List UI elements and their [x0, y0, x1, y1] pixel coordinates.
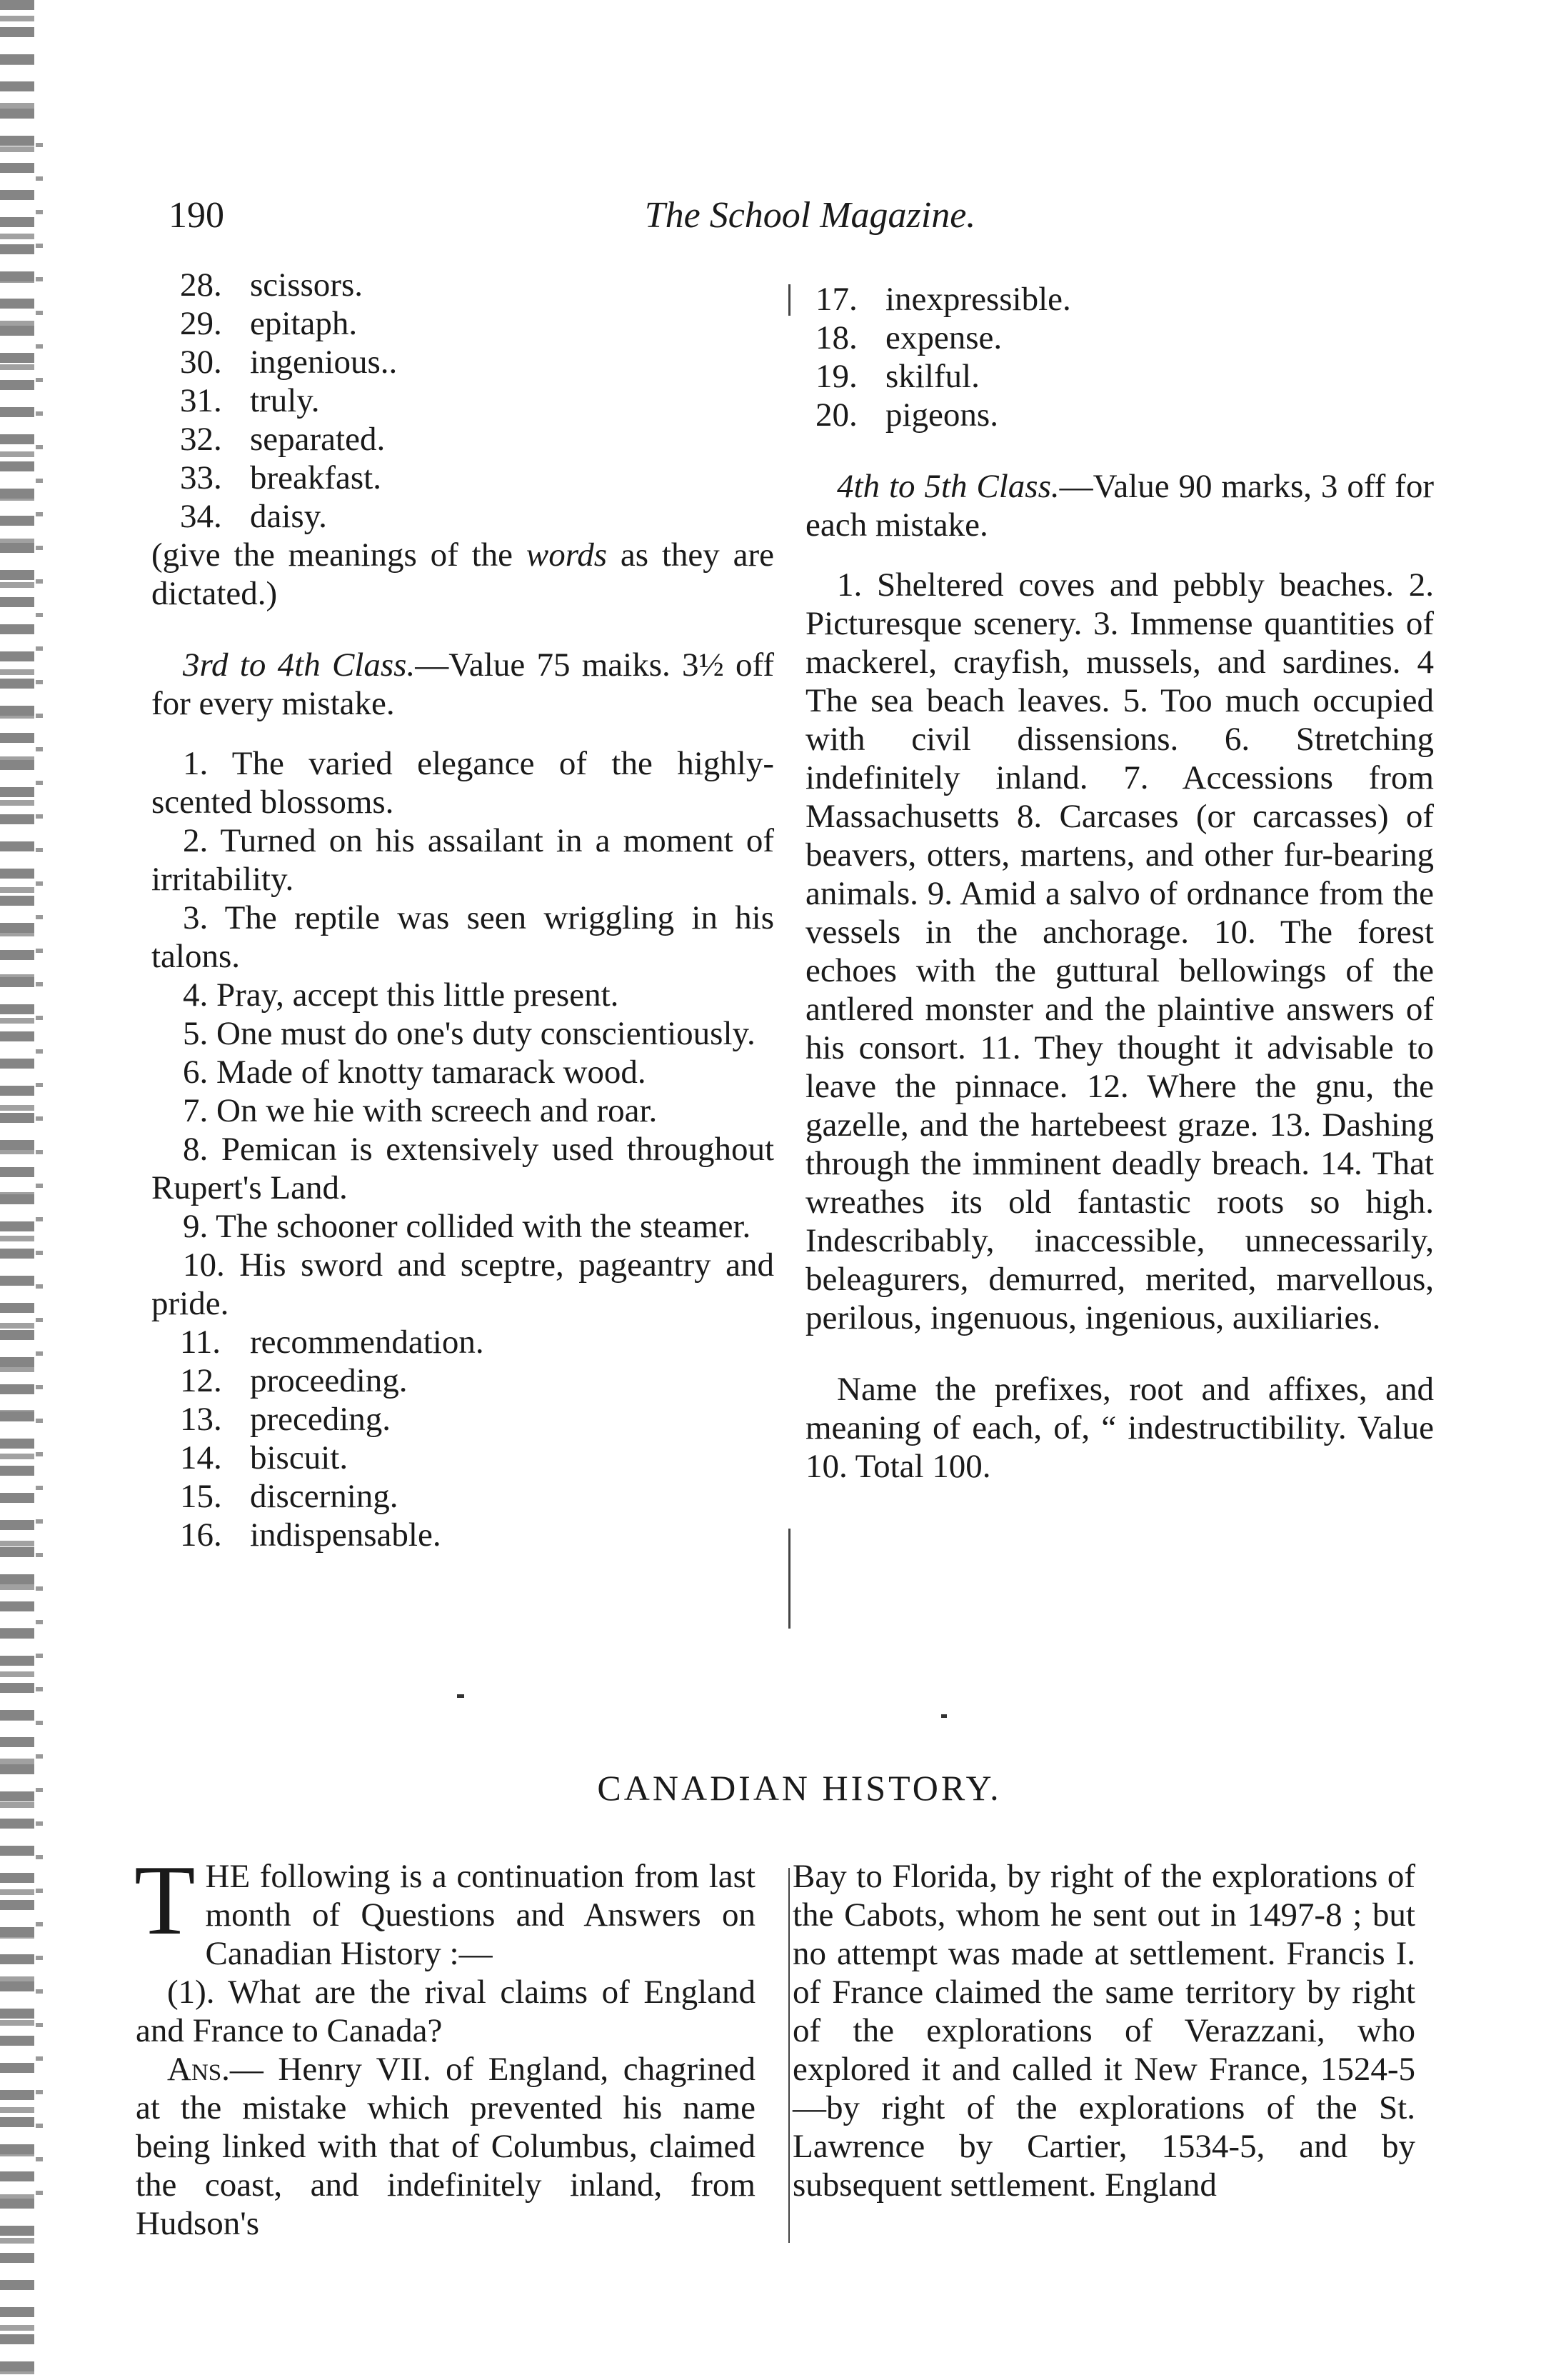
item-word: proceeding. — [250, 1362, 408, 1399]
item-word: skilful. — [885, 358, 980, 395]
list-item — [805, 319, 1434, 357]
item-number: 17. — [815, 281, 858, 318]
list-item — [151, 381, 774, 420]
list-item — [151, 1516, 774, 1554]
sentence-item: 3. The reptile was seen wriggling in his talons. — [151, 899, 774, 975]
note-lead: (give the meanings of the — [151, 536, 526, 574]
sentence-item: 1. The varied elegance of the highly-scented blossoms. — [151, 745, 774, 821]
item-number: 18. — [815, 319, 858, 356]
list-item — [151, 343, 774, 381]
list-item — [151, 1361, 774, 1400]
class-heading-label: 4th to 5th Class. — [837, 468, 1060, 505]
sentence-item: 5. One must do one's duty conscientiously. — [183, 1015, 756, 1052]
item-word: pigeons. — [885, 396, 998, 434]
history-right-column — [793, 1857, 1415, 2204]
sentence-item: 7. On we hie with screech and roar. — [183, 1092, 658, 1129]
item-word: ingenious.. — [250, 344, 398, 381]
sentence-item: 2. Turned on his assailant in a moment of irritability. — [151, 822, 774, 898]
list-item — [151, 420, 774, 459]
intro-text: HE following is a continuation from last month of Questions and Answers on Canadian History :— — [205, 1858, 756, 1972]
sentence-item: 10. His sword and sceptre, pageantry and pride. — [151, 1246, 774, 1322]
item-word: inexpressible. — [885, 281, 1071, 318]
answer-1 — [136, 2050, 756, 2243]
item-number: 16. — [180, 1516, 222, 1554]
item-number: 15. — [180, 1478, 222, 1515]
column-rule — [788, 1868, 790, 2243]
list-item — [151, 1323, 774, 1361]
item-word: scissors. — [250, 266, 363, 304]
spelling-list-c — [805, 280, 1434, 434]
list-item — [805, 396, 1434, 434]
scan-binding-marks — [36, 143, 43, 2214]
scan-binding-edge — [0, 0, 34, 2380]
spelling-list-b — [151, 1323, 774, 1554]
item-number: 19. — [815, 358, 858, 395]
separator-mark — [941, 1714, 947, 1718]
answer-label: Ans. — [167, 2051, 230, 2088]
item-word: daisy. — [250, 498, 327, 535]
item-word: expense. — [885, 319, 1003, 356]
dictation-sentences — [151, 744, 774, 1323]
item-word: breakfast. — [250, 459, 381, 496]
item-word: indispensable. — [250, 1516, 441, 1554]
column-rule — [788, 1529, 790, 1629]
item-word: recommendation. — [250, 1324, 484, 1361]
item-number: 34. — [180, 498, 222, 535]
class-value-text: —Value 90 marks, 3 off for each mistake. — [805, 468, 1434, 544]
item-number: 11. — [180, 1324, 221, 1361]
class-value-text: —Value 75 maiks. 3½ off for every mistake. — [151, 646, 774, 722]
spelling-list-a — [151, 266, 774, 536]
item-word: separated. — [250, 421, 386, 458]
page-number: 190 — [169, 195, 224, 236]
item-number: 28. — [180, 266, 222, 304]
list-item — [151, 1439, 774, 1477]
sentence-item: 6. Made of knotty tamarack wood. — [183, 1054, 646, 1091]
list-item — [151, 266, 774, 304]
history-continuation: Bay to Florida, by right of the explorations of the Cabots, whom he sent out in 1497-8 ; but no attempt was made at settlement. Francis I. of France claimed the same territory by right of the explorations of Verazzani, who explored it and called it New France, 1524-5—by right of the explorations of the St. Lawrence by Cartier, 1534-5, and by subsequent settlement. England — [793, 1858, 1415, 2204]
answer-text: — Henry VII. of England, chagrined at the mistake which prevented his name being linked with that of Columbus, claimed the coast, and indefinitely inland, from Hudson's — [136, 2051, 756, 2242]
sentence-item: 9. The schooner collided with the steamer. — [183, 1208, 751, 1245]
list-item — [151, 304, 774, 343]
prefix-question: Name the prefixes, root and affixes, and meaning of each, of, “ indestructibility. Value 10. Total 100. — [805, 1371, 1434, 1485]
list-item — [151, 497, 774, 536]
item-number: 33. — [180, 459, 222, 496]
item-number: 14. — [180, 1439, 222, 1476]
history-intro — [134, 1845, 756, 1973]
meanings-note — [151, 536, 774, 613]
item-word: preceding. — [250, 1401, 391, 1438]
right-column — [805, 280, 1434, 1486]
column-rule — [788, 284, 790, 316]
list-item — [151, 1400, 774, 1439]
list-item — [805, 280, 1434, 319]
list-item — [151, 1477, 774, 1516]
left-column — [151, 266, 774, 1554]
item-number: 29. — [180, 305, 222, 342]
question-1: (1). What are the rival claims of England and France to Canada? — [136, 1974, 756, 2049]
class-heading-label: 3rd to 4th Class. — [183, 646, 416, 684]
item-word: biscuit. — [250, 1439, 348, 1476]
item-word: truly. — [250, 382, 320, 419]
separator-mark — [457, 1694, 464, 1698]
note-tail: as they are dictated.) — [151, 536, 774, 612]
item-number: 20. — [815, 396, 858, 434]
class-heading-3rd-4th — [151, 646, 774, 723]
dictation-paragraph: 1. Sheltered coves and pebbly beaches. 2. Picturesque scenery. 3. Immense quantities of mackerel, crayfish, mussels, and sardines. 4 The sea beach leaves. 5. Too much occupied with civil dissensions. 6. Stretching indefinitely inland. 7. Accessions from Massachusetts 8. Carcases (or carcasses) of beavers, otters, martens, and other fur-bearing animals. 9. Amid a salvo of ordnance from the vessels in the anchorage. 10. The forest echoes with the guttural bellowings of the antlered monster and the plaintive answers of his consort. 11. They thought it advisable to leave the pinnace. 12. Where the gnu, the gazelle, and the hartebeest graze. 13. Dashing through the imminent deadly breach. 14. That wreathes its old fantastic roots so high. Indescribably, inaccessible, unnecessarily, beleagurers, demurred, merited, marvellous, perilous, ingenuous, ingenious, auxiliaries. — [805, 566, 1434, 1336]
item-number: 32. — [180, 421, 222, 458]
item-number: 31. — [180, 382, 222, 419]
section-title: CANADIAN HISTORY. — [597, 1768, 1002, 1808]
list-item — [151, 459, 774, 497]
history-left-column — [134, 1845, 756, 2243]
list-item — [805, 357, 1434, 396]
item-word: discerning. — [250, 1478, 398, 1515]
sentence-item: 8. Pemican is extensively used throughout Rupert's Land. — [151, 1131, 774, 1206]
item-number: 13. — [180, 1401, 222, 1438]
item-number: 12. — [180, 1362, 222, 1399]
drop-cap: T — [134, 1845, 196, 1956]
class-heading-4th-5th — [805, 467, 1434, 544]
item-number: 30. — [180, 344, 222, 381]
note-emphasis: words — [526, 536, 608, 574]
item-word: epitaph. — [250, 305, 358, 342]
sentence-item: 4. Pray, accept this little present. — [183, 976, 619, 1014]
running-title: The School Magazine. — [644, 195, 976, 236]
